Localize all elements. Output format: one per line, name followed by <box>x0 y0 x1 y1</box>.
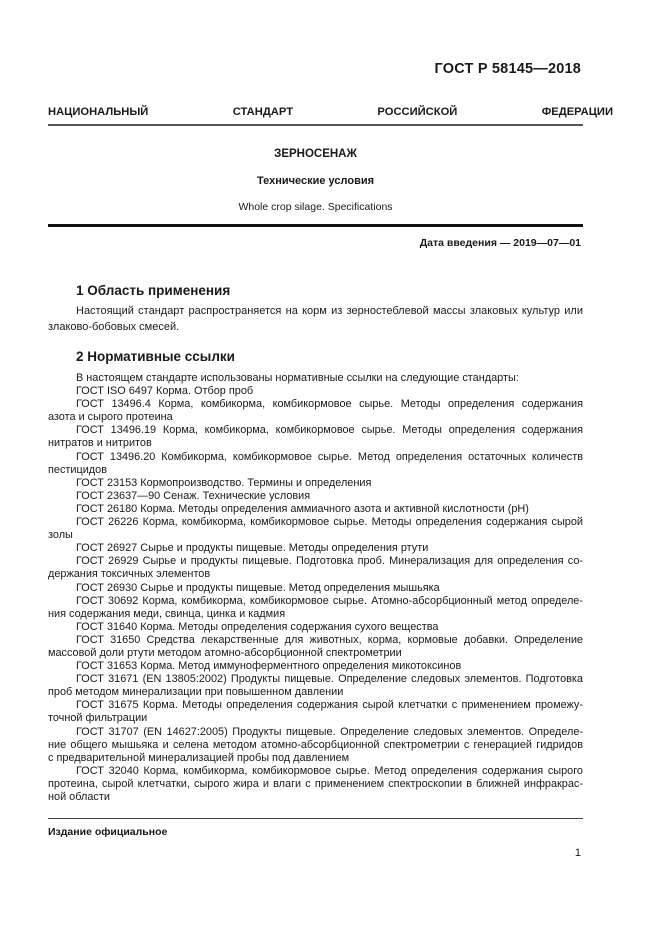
reference-line: ной области <box>48 791 110 803</box>
reference-line: ГОСТ 26930 Сырье и продукты пищевые. Метод определения мышьяка <box>76 581 440 594</box>
reference-line: ГОСТ 23637—90 Сенаж. Технические условия <box>76 489 311 502</box>
reference-line: ГОСТ 13496.20 Комбикорма, комбикормовое сырье. Метод определения остаточных количеств <box>76 450 583 463</box>
reference-line: ГОСТ 31640 Корма. Методы определения содержания сухого вещества <box>76 620 439 633</box>
reference-line: с предварительной минерализацией пробы под давлением <box>48 751 350 764</box>
section-1-paragraph: Настоящий стандарт распространяется на корм из зерностеблевой массы злаковых культур или злаково-бобовых смесей. <box>48 305 583 333</box>
reference-line: пестицидов <box>48 463 107 476</box>
national-standard-banner: НАЦИОНАЛЬНЫЙ СТАНДАРТ РОССИЙСКОЙ ФЕДЕРАЦИИ <box>48 106 613 118</box>
reference-line: ГОСТ 31675 Корма. Методы определения содержания сырой клетчатки с применением промежу- <box>76 699 583 712</box>
section-2-heading: 2 Нормативные ссылки <box>76 349 235 364</box>
page-number: 1 <box>574 847 581 859</box>
document-english-title: Whole crop silage. Specifications <box>238 201 393 213</box>
reference-line: нитратов и нитритов <box>48 437 152 450</box>
reference-line: ГОСТ 30692 Корма, комбикорма, комбикормовое сырье. Атомно-абсорбционный метод определе- <box>76 594 583 607</box>
reference-line: ГОСТ 23153 Кормопроизводство. Термины и определения <box>76 476 372 489</box>
introduction-date: Дата введения — 2019—07—01 <box>419 237 581 249</box>
reference-line: ГОСТ 31653 Корма. Метод иммуноферментного определения микотоксинов <box>76 660 462 673</box>
reference-line: ГОСТ 31650 Средства лекарственные для животных, корма, кормовые добавки. Определение <box>76 633 583 646</box>
normative-references-list <box>48 372 583 804</box>
reference-line: ГОСТ 31671 (EN 13805:2002) Продукты пищевые. Определение следовых элементов. Подготовка <box>76 673 583 686</box>
reference-line: азота и сырого протеина <box>48 411 173 424</box>
reference-line: ГОСТ 13496.4 Корма, комбикорма, комбикормовое сырье. Методы определения содержания <box>76 398 583 411</box>
document-title: ЗЕРНОСЕНАЖ <box>274 148 357 160</box>
section-1-text <box>48 303 583 335</box>
reference-line: точной фильтрации <box>48 712 148 725</box>
reference-line: массовой доли ртути методом атомно-абсорбционной спектрометрии <box>48 646 402 659</box>
reference-line: ГОСТ 26180 Корма. Методы определения аммиачного азота и активной кислотности (рН) <box>76 502 529 515</box>
document-subtitle: Технические условия <box>256 175 375 187</box>
header-divider <box>48 124 583 126</box>
reference-line: ГОСТ 26226 Корма, комбикорма, комбикормовое сырье. Методы определения содержания сырой <box>76 516 583 529</box>
standard-code: ГОСТ Р 58145—2018 <box>434 61 581 77</box>
section-1-heading: 1 Область применения <box>76 283 231 298</box>
reference-line: ГОСТ 13496.19 Корма, комбикорма, комбикормовое сырье. Методы определения содержания <box>76 424 583 437</box>
reference-line: ния содержания меди, свинца, цинка и кадмия <box>48 607 286 620</box>
reference-line: держания токсичных элементов <box>48 568 211 581</box>
reference-line: ние общего мышьяка и селена методом атомно-абсорбционной спектрометрии с генерацией гидридов <box>48 738 583 751</box>
reference-line: ГОСТ 26927 Сырье и продукты пищевые. Методы определения ртути <box>76 542 429 555</box>
reference-line: золы <box>48 529 73 542</box>
reference-line: ГОСТ 31707 (EN 14627:2005) Продукты пищевые. Определение следовых элементов. Определе- <box>76 725 583 738</box>
title-divider <box>48 224 583 227</box>
reference-line: ГОСТ 32040 Корма, комбикорма, комбикормовое сырье. Метод определения содержания сырого <box>76 764 583 777</box>
edition-label: Издание официальное <box>48 826 168 838</box>
reference-line: В настоящем стандарте использованы нормативные ссылки на следующие стандарты: <box>76 372 519 384</box>
footer-divider <box>48 818 583 819</box>
reference-line: ГОСТ 26929 Сырье и продукты пищевые. Подготовка проб. Минерализация для определения со- <box>76 555 583 568</box>
reference-line: протеина, сырой клетчатки, сырого жира и влаги с применением спектроскопии в ближней инфракрас- <box>48 777 583 790</box>
reference-line: проб методом минерализации при повышенном давлении <box>48 686 344 699</box>
reference-line: ГОСТ ISO 6497 Корма. Отбор проб <box>76 385 254 398</box>
